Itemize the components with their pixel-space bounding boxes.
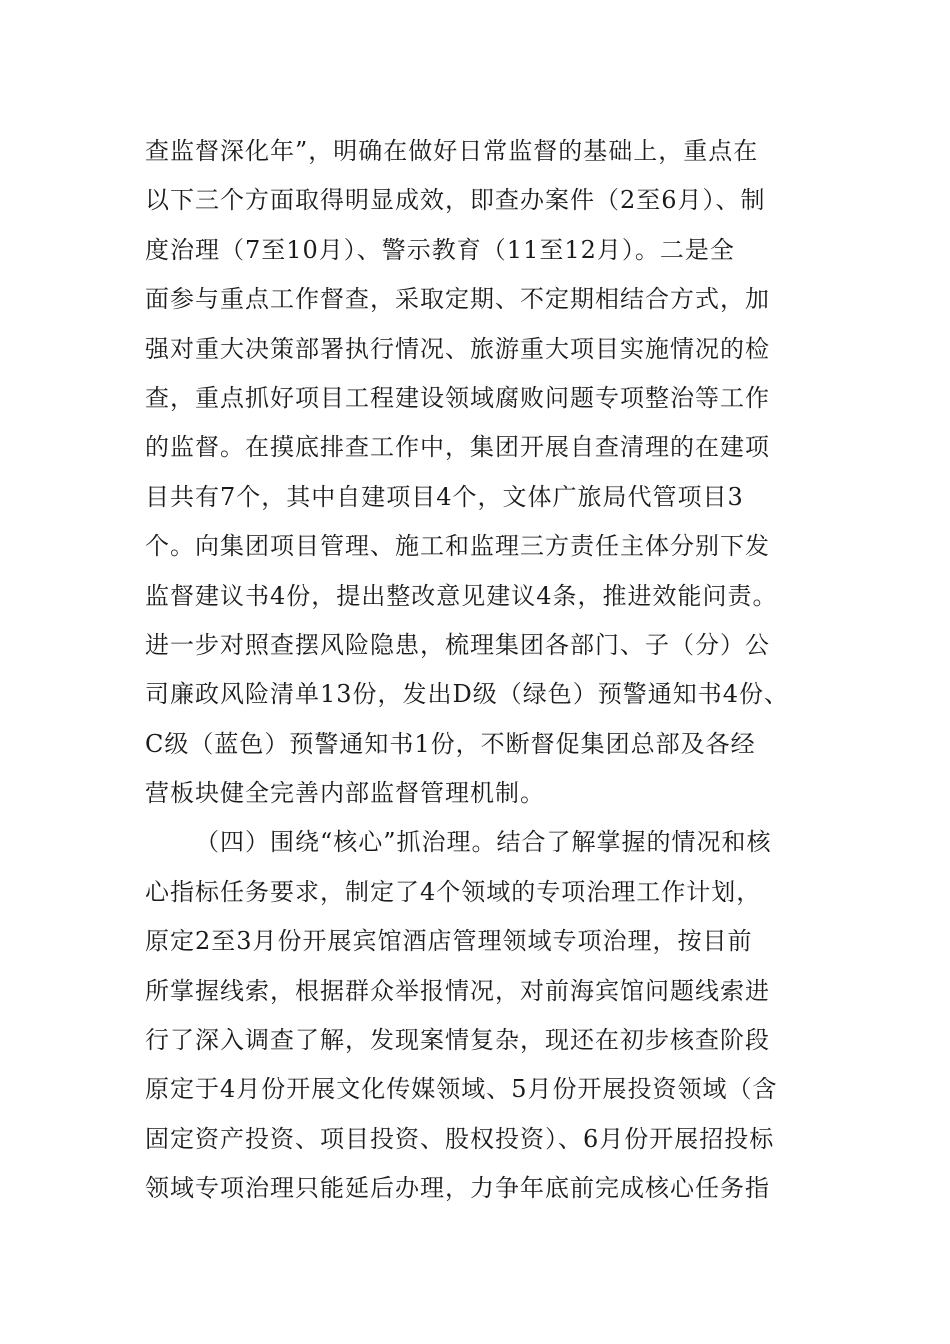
text-line: 查，重点抓好项目工程建设领域腐败问题专项整治等工作 [145, 383, 770, 412]
text-line: 个。向集团项目管理、施工和监理三方责任主体分别下发 [145, 532, 770, 561]
text-line: 目共有7个，其中自建项目4个，文体广旅局代管项目3 [145, 482, 744, 511]
text-line: 原定于4月份开展文化传媒领域、5月份开展投资领域（含 [145, 1075, 778, 1104]
paragraph-section-four [145, 818, 835, 1213]
paragraph-continued [145, 127, 835, 818]
text-line: 的监督。在摸底排查工作中，集团开展自查清理的在建项 [145, 433, 770, 462]
text-line: 司廉政风险清单13份，发出D级（绿色）预警通知书4份、 [145, 680, 790, 709]
text-line: 心指标任务要求，制定了4个领域的专项治理工作计划， [145, 877, 762, 906]
text-line: 查监督深化年”，明确在做好日常监督的基础上，重点在 [145, 137, 759, 165]
document-body [145, 127, 835, 1214]
text-line: 领域专项治理只能延后办理，力争年底前完成核心任务指 [145, 1174, 770, 1203]
text-line: 强对重大决策部署执行情况、旅游重大项目实施情况的检 [145, 334, 770, 363]
text-line: 进一步对照查摆风险隐患，梳理集团各部门、子（分）公 [145, 630, 770, 659]
text-line: 度治理（7至10月）、警示教育（11至12月）。二是全 [145, 235, 735, 264]
text-line: 面参与重点工作督查，采取定期、不定期相结合方式，加 [145, 285, 770, 314]
text-line-indented: （四）围绕“核心”抓治理。结合了解掌握的情况和核 [195, 828, 772, 857]
text-line: 行了深入调查了解，发现案情复杂，现还在初步核查阶段 [145, 1026, 770, 1055]
text-line: 所掌握线索，根据群众举报情况，对前海宾馆问题线索进 [145, 976, 770, 1005]
text-line: 原定2至3月份开展宾馆酒店管理领域专项治理，按目前 [145, 927, 753, 956]
text-line: C级（蓝色）预警通知书1份，不断督促集团总部及各经 [145, 729, 756, 758]
text-line: 监督建议书4份，提出整改意见建议4条，推进效能问责。 [145, 581, 778, 610]
text-line: 营板块健全完善内部监督管理机制。 [145, 779, 545, 808]
text-line: 以下三个方面取得明显成效，即查办案件（2至6月）、制 [145, 186, 766, 215]
text-line: 固定资产投资、项目投资、股权投资）、6月份开展招投标 [145, 1124, 775, 1153]
